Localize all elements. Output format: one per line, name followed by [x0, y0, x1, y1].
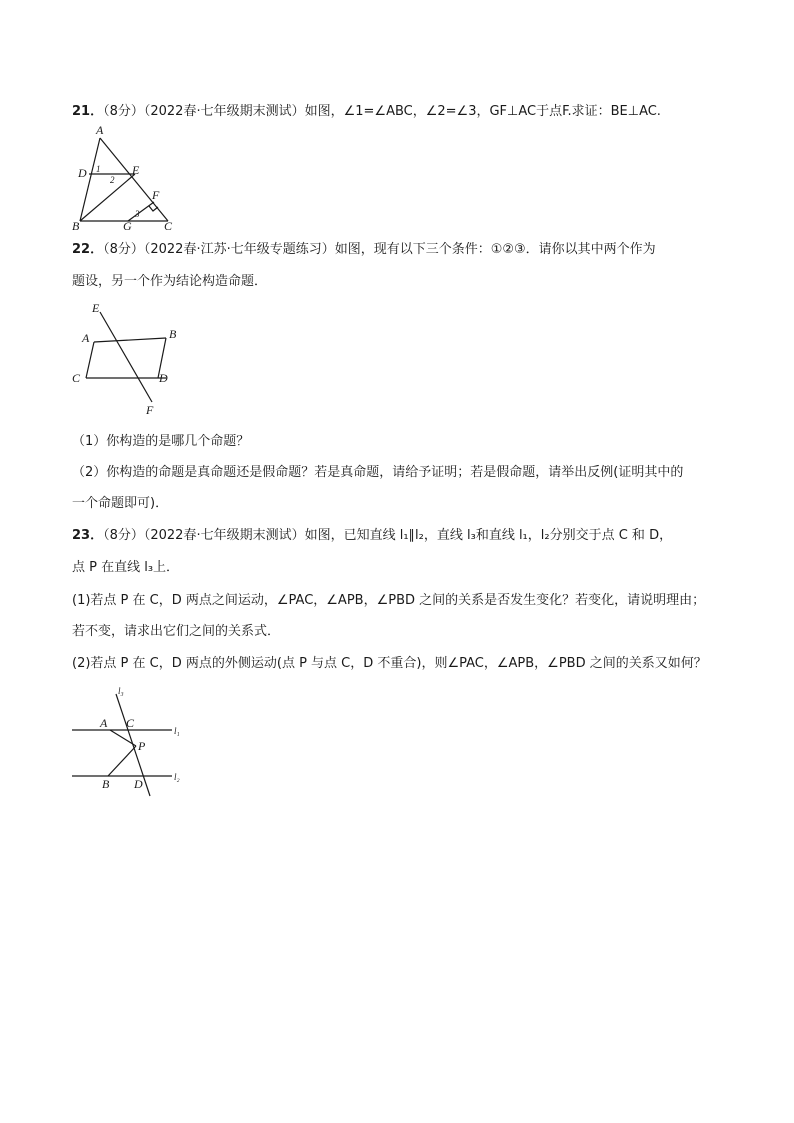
q22-label-b: B	[169, 327, 177, 341]
q22-label-d: D	[159, 371, 168, 385]
q22-figure	[68, 298, 188, 416]
q22-label-c: C	[72, 371, 81, 385]
q23-label-l2: l₂	[174, 772, 180, 782]
q23-label-l1: l₁	[174, 726, 180, 736]
q21-figure	[70, 124, 180, 232]
q21-label-f: F	[152, 188, 160, 202]
q22-line2: 题设，另一个作为结论构造命题．	[72, 274, 268, 289]
q21-label-c: C	[164, 219, 173, 232]
q22-label-e: E	[92, 301, 100, 315]
q22-number: 22．	[72, 242, 104, 257]
q23-line1	[72, 528, 672, 544]
q23-sub1-line2: 若不变，请求出它们之间的关系式．	[72, 624, 281, 639]
q22-line1	[72, 242, 656, 258]
q23-sub1-line1: (1)若点 P 在 C，D 两点之间运动，∠PAC，∠APB，∠PBD 之间的关系是否发生变化？若变化，请说明理由；	[72, 593, 706, 608]
q22-label-a: A	[82, 331, 90, 345]
q23-sub2: (2)若点 P 在 C，D 两点的外侧运动(点 P 与点 C，D 不重合)，则∠PAC，∠APB，∠PBD 之间的关系又如何？	[72, 656, 707, 671]
q21-label-d: D	[78, 166, 87, 180]
q23-label-c: C	[126, 716, 135, 730]
q21-angle-3: 3	[135, 209, 140, 219]
q22-label-f: F	[146, 403, 154, 416]
q21-condition: ∠1=∠ABC，∠2=∠3，GF⊥AC于点F.求证：BE⊥AC.	[343, 104, 661, 119]
q21-label-e: E	[132, 163, 140, 177]
q23-label-b: B	[102, 777, 110, 791]
q22-sub2-line2: 一个命题即可)．	[72, 496, 169, 511]
q21-label-g: G	[123, 219, 132, 232]
q23-label-l3: l₃	[118, 686, 124, 696]
q21-angle-2: 2	[110, 175, 115, 185]
q22-sub2-line1: （2）你构造的命题是真命题还是假命题？若是真命题，请给予证明；若是假命题，请举出反例(证明其中的	[72, 465, 684, 480]
q23-figure	[68, 684, 192, 800]
q21-label-a: A	[96, 124, 104, 137]
q21-angle-1: 1	[96, 164, 101, 174]
q21-label-b: B	[72, 219, 80, 232]
q21-text	[72, 104, 661, 120]
q23-label-a: A	[100, 716, 108, 730]
q22-sub1: （1）你构造的是哪几个命题？	[72, 434, 250, 449]
q23-line2: 点 P 在直线 l₃上．	[72, 560, 180, 575]
q23-label-d: D	[134, 777, 143, 791]
q21-meta: （8分）（2022春·七年级期末测试）如图，	[103, 104, 344, 119]
q23-label-p: P	[138, 739, 146, 753]
q21-number: 21．	[72, 104, 104, 119]
q23-number: 23．	[72, 528, 104, 543]
q22-statement: （8分）（2022春·江苏·七年级专题练习）如图，现有以下三个条件：①②③．请你以其中两个作为	[103, 242, 656, 257]
q23-statement: （8分）（2022春·七年级期末测试）如图，已知直线 l₁∥l₂，直线 l₃和直线 l₁，l₂分别交于点 C 和 D，	[103, 528, 673, 543]
